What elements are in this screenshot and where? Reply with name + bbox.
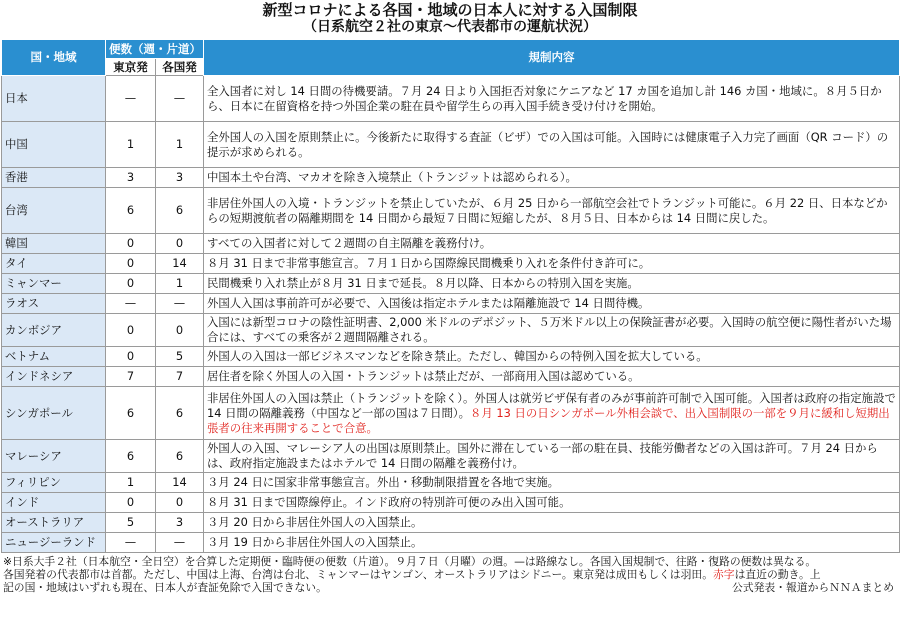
restriction-text: 外国人入国は事前許可が必要で、入国後は指定ホテルまたは隔離施設で 14 日間待機。 [207,296,650,310]
flights-from-tokyo-cell: 5 [106,513,156,533]
flights-from-tokyo-cell: 0 [106,254,156,274]
restriction-cell [204,234,900,254]
table-row [2,168,900,188]
flights-from-tokyo-cell: 0 [106,347,156,367]
country-cell: 中国 [2,122,106,168]
flights-from-tokyo-cell: — [106,533,156,553]
restriction-cell [204,347,900,367]
flights-from-tokyo-cell: 0 [106,234,156,254]
restriction-text: ８月 31 日まで非常事態宣言。７月１日から国際線民間機乗り入れを条件付き許可に。 [207,256,651,270]
table-row [2,473,900,493]
flights-from-country-cell: 3 [156,513,204,533]
flights-from-tokyo-cell: — [106,76,156,122]
flights-from-tokyo-cell: 1 [106,473,156,493]
flights-from-tokyo-cell: 6 [106,387,156,440]
country-cell: シンガポール [2,387,106,440]
restriction-text: すべての入国者に対して２週間の自主隔離を義務付け。 [207,236,492,250]
table-row [2,347,900,367]
restriction-text: ３月 19 日から非居住外国人の入国禁止。 [207,535,423,549]
table-row [2,122,900,168]
flights-from-country-cell: 0 [156,493,204,513]
header-from-country: 各国発 [156,59,204,76]
table-row [2,254,900,274]
footnote-line-2: 各国発着の代表都市は首都。ただし、中国は上海、台湾は台北、ミャンマーはヤンゴン、オーストラリアはシドニー。東京発は成田もしくは羽田。赤字は直近の動き。上 [3,568,821,581]
restriction-cell [204,76,900,122]
restriction-text: 全外国人の入国を原則禁止に。今後新たに取得する査証（ビザ）での入国は可能。入国時には健康電子入力完了画面（QR コード）の提示が求められる。 [207,129,889,159]
restriction-cell [204,168,900,188]
flights-from-tokyo-cell: 0 [106,493,156,513]
restriction-text: 全入国者に対し 14 日間の待機要請。７月 24 日より入国拒否対象にケニアなど 17 カ国を追加し計 146 カ国・地域に。８月５日から、日本に在留資格を持つ外国企業の駐在員や留学生らの再入国手続き受け付けを開始。 [207,83,882,113]
table-row [2,294,900,314]
table-row [2,274,900,294]
footnotes [0,553,900,594]
table-row [2,493,900,513]
restriction-text: 中国本土や台湾、マカオを除き入境禁止（トランジットは認められる）。 [207,170,577,184]
flights-from-country-cell: 0 [156,234,204,254]
restriction-text: 民間機乗り入れ禁止が８月 31 日まで延長。８月以降、日本からの特別入国を実施。 [207,276,639,290]
country-cell: ミャンマー [2,274,106,294]
country-cell: インド [2,493,106,513]
restriction-cell [204,367,900,387]
flights-from-country-cell: 6 [156,440,204,473]
flights-from-country-cell: 7 [156,367,204,387]
header-country: 国・地域 [2,40,106,76]
latest-update-text: ８月 13 日の日シンガポール外相会談で、出入国制限の一部を９月に緩和し短期出張者の往来再開することで合意。 [207,405,890,435]
restrictions-table [1,39,900,553]
flights-from-tokyo-cell: 7 [106,367,156,387]
country-cell: フィリピン [2,473,106,493]
flights-from-country-cell: 1 [156,274,204,294]
table-row [2,367,900,387]
table-row [2,314,900,347]
flights-from-tokyo-cell: 6 [106,188,156,234]
footnote-line-3: 記の国・地域はいずれも現在、日本人が査証免除で入国できない。 [3,581,327,594]
red-text-legend: 赤字 [713,568,735,581]
restriction-text: ８月 31 日まで国際線停止。インド政府の特別許可便のみ出入国可能。 [207,495,571,509]
restriction-text: 入国には新型コロナの陰性証明書、2,000 米ドルのデポジット、５万米ドル以上の保険証書が必要。入国時の航空便に陽性者がいた場合には、すべての乗客が２週間隔離される。 [207,315,892,344]
flights-from-country-cell: 6 [156,188,204,234]
restriction-cell [204,294,900,314]
flights-from-country-cell: — [156,76,204,122]
table-row [2,440,900,473]
flights-from-country-cell: 1 [156,122,204,168]
country-cell: 韓国 [2,234,106,254]
flights-from-tokyo-cell: 3 [106,168,156,188]
country-cell: ニュージーランド [2,533,106,553]
country-cell: ラオス [2,294,106,314]
flights-from-tokyo-cell: — [106,294,156,314]
header-from-tokyo: 東京発 [106,59,156,76]
country-cell: オーストラリア [2,513,106,533]
flights-from-country-cell: 0 [156,314,204,347]
country-cell: タイ [2,254,106,274]
flights-from-country-cell: 3 [156,168,204,188]
flights-from-tokyo-cell: 0 [106,274,156,294]
flights-from-country-cell: — [156,533,204,553]
flights-from-country-cell: 14 [156,473,204,493]
flights-from-country-cell: 6 [156,387,204,440]
source-credit: 公式発表・報道からＮＮＡまとめ [732,581,894,594]
country-cell: マレーシア [2,440,106,473]
restriction-cell [204,473,900,493]
page-subtitle: （日系航空２社の東京〜代表都市の運航状況） [303,19,597,35]
flights-from-country-cell: 5 [156,347,204,367]
restriction-text: 非居住外国人の入境・トランジットを禁止していたが、６月 25 日から一部航空会社でトランジット可能に。６月 22 日、日本などからの短期渡航者の隔離期間を 14 日間から最短７日間に短縮したが、８月５日、日本からは 14 日間に戻した。 [207,195,888,225]
flights-from-tokyo-cell: 6 [106,440,156,473]
restriction-cell [204,274,900,294]
flights-from-country-cell: — [156,294,204,314]
page-title: 新型コロナによる各国・地域の日本人に対する入国制限 [262,1,638,19]
restriction-text: 外国人の入国は一部ビジネスマンなどを除き禁止。ただし、韓国からの特例入国を拡大している。 [207,349,708,363]
country-cell: 香港 [2,168,106,188]
country-cell: 日本 [2,76,106,122]
country-cell: ベトナム [2,347,106,367]
restriction-cell [204,533,900,553]
header-restrictions: 規制内容 [204,40,900,76]
restriction-cell [204,122,900,168]
restriction-text: 非居住外国人の入国は禁止（トランジットを除く）。外国人は就労ビザ保有者のみが事前許可制で入国可能。入国者は政府の指定施設で 14 日間の隔離義務（中国など一部の国は７日間）。 [207,390,896,420]
restriction-text: ３月 24 日に国家非常事態宣言。外出・移動制限措置を各地で実施。 [207,475,560,489]
table-row [2,76,900,122]
restriction-cell [204,314,900,347]
table-row [2,513,900,533]
restriction-cell [204,493,900,513]
restriction-text: 居住者を除く外国人の入国・トランジットは禁止だが、一部商用入国は認めている。 [207,369,640,383]
header-flights: 便数（週・片道） [106,40,204,59]
table-row [2,234,900,254]
restriction-text: ３月 20 日から非居住外国人の入国禁止。 [207,515,423,529]
flights-from-tokyo-cell: 1 [106,122,156,168]
restriction-cell [204,254,900,274]
table-row [2,533,900,553]
restriction-cell [204,387,900,440]
restriction-text: 外国人の入国、マレーシア人の出国は原則禁止。国外に滞在している一部の駐在員、技能労働者などの入国は許可。７月 24 日からは、政府指定施設またはホテルで 14 日間の隔離を義務付け。 [207,441,878,470]
restriction-cell [204,188,900,234]
table-row [2,188,900,234]
country-cell: インドネシア [2,367,106,387]
flights-from-tokyo-cell: 0 [106,314,156,347]
table-row [2,387,900,440]
footnote-line-1: ※日系大手２社（日本航空・全日空）を合算した定期便・臨時便の便数（片道）。９月７日（月曜）の週。—は路線なし。各国入国規制で、往路・復路の便数は異なる。 [3,555,817,568]
restriction-cell [204,513,900,533]
country-cell: カンボジア [2,314,106,347]
restriction-cell [204,440,900,473]
flights-from-country-cell: 14 [156,254,204,274]
country-cell: 台湾 [2,188,106,234]
